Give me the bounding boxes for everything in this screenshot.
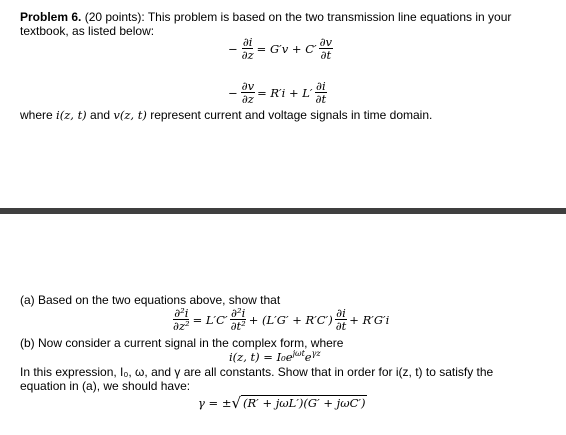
- radical-icon: √: [231, 394, 242, 412]
- part-b-expl-line1: In this expression, I₀, ω, and γ are all constants. Show that in order for i(z, t) to satisfy the: [20, 365, 494, 379]
- pa-frac1: [172, 307, 191, 332]
- pa-mid2: + (L′G′ + R′C′): [248, 312, 333, 327]
- final-lhs: γ = ±: [198, 396, 232, 410]
- problem-intro-rest: (20 points): This problem is based on the two transmission line equations in your: [81, 10, 512, 24]
- problem-heading: Problem 6.: [20, 10, 82, 24]
- pb-sup2: γz: [311, 349, 321, 359]
- where-line: [20, 108, 432, 122]
- minus-sign: −: [228, 41, 238, 56]
- part-b-equation: [229, 350, 321, 364]
- eq2-lhs-num: ∂v: [241, 79, 255, 93]
- part-b-text: (b) Now consider a current signal in the complex form, where: [20, 336, 344, 350]
- pa-frac2: [230, 307, 247, 332]
- final-radicand: (R′ + jωL′)(G′ + jωC′): [243, 396, 366, 410]
- eq1-rhs-num: ∂v: [319, 35, 333, 49]
- part-b-expl-line2: equation in (a), we should have:: [20, 379, 191, 393]
- final-equation: [198, 395, 367, 411]
- eq1-lhs-num: ∂i: [242, 35, 253, 49]
- eq1-lhs-fraction: [241, 36, 255, 61]
- pa-mid1: = L′C′: [192, 312, 228, 327]
- pa-tail: + R′G′i: [349, 312, 390, 327]
- pa-den3: ∂t: [335, 319, 347, 333]
- eq2-lhs-den: ∂z: [241, 92, 254, 106]
- minus-sign-2: −: [228, 85, 238, 100]
- eq1-lhs-den: ∂z: [241, 48, 254, 62]
- pa-den1: ∂z²: [173, 319, 190, 333]
- pa-num3: ∂i: [336, 306, 346, 320]
- eq1-rhs-den: ∂t: [320, 48, 332, 62]
- where-i: i(z, t): [56, 108, 87, 122]
- pb-sup1: jωt: [292, 349, 305, 359]
- eq1-rhs-fraction: [319, 36, 333, 61]
- sqrt-symbol: [231, 395, 367, 411]
- pa-num2: ∂²i: [231, 306, 246, 320]
- pa-frac3: [335, 307, 348, 332]
- part-a-text: (a) Based on the two equations above, show that: [20, 293, 281, 307]
- problem-intro-line1: [20, 10, 511, 24]
- problem-intro-line2: textbook, as listed below:: [20, 24, 155, 38]
- eq2-rhs-den: ∂t: [315, 92, 327, 106]
- where-suffix: represent current and voltage signals in time domain.: [146, 108, 433, 122]
- eq2-mid: = R′i + L′: [257, 85, 313, 100]
- equation-1: [228, 36, 333, 61]
- where-and: and: [86, 108, 114, 122]
- pa-num1: ∂²i: [174, 306, 189, 320]
- eq2-rhs-num: ∂i: [316, 79, 326, 93]
- section-divider: [0, 208, 566, 214]
- pa-den2: ∂t²: [230, 319, 246, 333]
- eq2-lhs-fraction: [241, 80, 255, 105]
- pb-eq: i(z, t) = I₀e: [229, 350, 293, 364]
- eq1-mid: = G′v + C′: [256, 41, 317, 56]
- part-a-equation: [172, 307, 389, 332]
- equation-2: [228, 80, 327, 105]
- pb-e2: e: [304, 350, 312, 364]
- eq2-rhs-fraction: [315, 80, 328, 105]
- where-v: v(z, t): [113, 108, 147, 122]
- where-prefix: where: [20, 108, 57, 122]
